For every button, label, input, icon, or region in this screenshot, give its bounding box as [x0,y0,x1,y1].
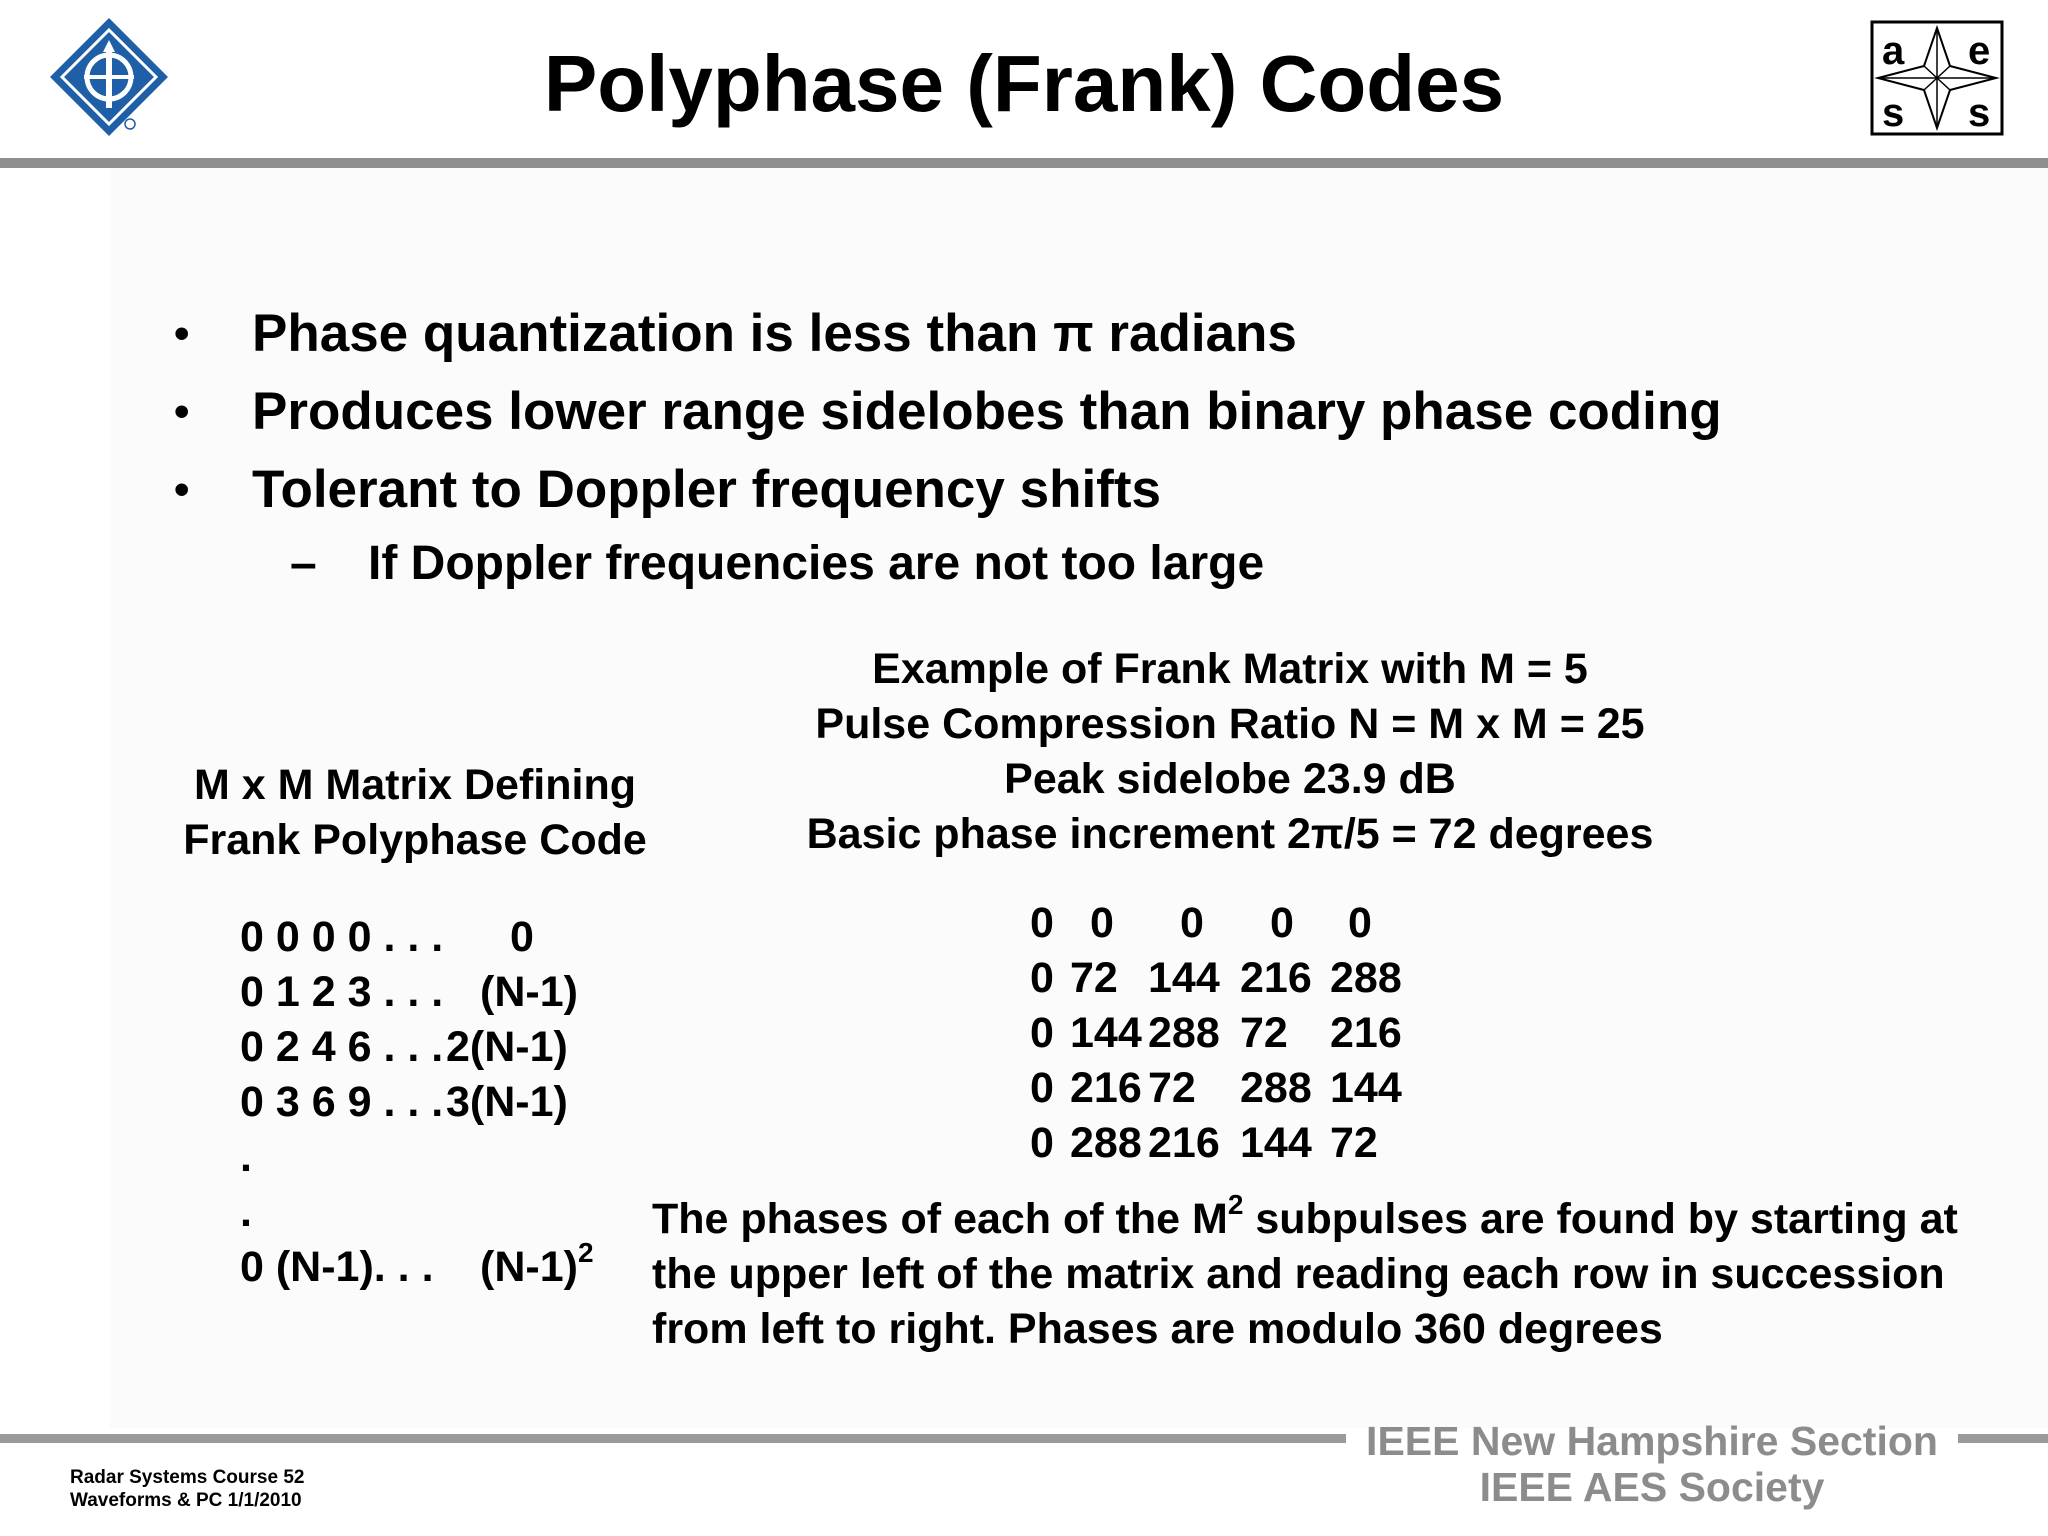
footer-organization [1346,1418,1958,1510]
example-matrix-cell: 0 [1030,1119,1054,1167]
bullet-text: Tolerant to Doppler frequency shifts [252,460,1161,519]
footer-course-line: Waveforms & PC 1/1/2010 [70,1490,302,1511]
example-matrix-cell: 216 [1240,954,1312,1002]
footer-divider-left [0,1434,1346,1443]
footer-course-line: Radar Systems Course 52 [70,1467,305,1488]
example-matrix-cell: 144 [1330,1064,1402,1112]
example-heading [720,642,1740,862]
matrix-row-ellipsis: . [240,1188,252,1236]
bullet-dot: • [174,309,190,358]
explanation-paragraph [652,1188,1992,1357]
example-matrix-cell: 144 [1240,1119,1312,1167]
example-matrix-cell: 144 [1148,954,1220,1002]
example-matrix-cell: 0 [1270,899,1294,947]
bullet-text: Produces lower range sidelobes than binary phase coding [252,382,1722,441]
example-matrix-cell: 0 [1030,899,1054,947]
header-divider [0,158,2048,168]
matrix-row-right-sup: 2 [577,1236,594,1268]
explanation-sup: 2 [1227,1188,1244,1220]
bullet-dot: • [174,465,190,514]
svg-text:e: e [1968,29,1991,73]
example-matrix-cell: 0 [1030,954,1054,1002]
matrix-row-left: 0 0 0 0 . . . [240,913,444,961]
example-matrix-cell: 0 [1180,899,1204,947]
bullet-dot: • [174,387,190,436]
example-matrix-cell: 72 [1240,1009,1288,1057]
matrix-row-right: 3(N-1) [446,1078,568,1126]
svg-text:a: a [1882,29,1905,73]
page-title: Polyphase (Frank) Codes [543,39,1505,128]
example-heading-line: Basic phase increment 2π/5 = 72 degrees [806,810,1654,858]
matrix-row-ellipsis: . [240,1133,252,1181]
matrix-row-right-base: (N-1) [480,1243,578,1291]
matrix-heading-line: Frank Polyphase Code [183,816,647,864]
example-matrix-cell: 72 [1330,1119,1378,1167]
example-matrix-cell: 288 [1148,1009,1220,1057]
matrix-row-right: (N-1) [480,968,578,1016]
example-matrix-cell: 0 [1030,1009,1054,1057]
explanation-text: The phases of each of the M [652,1195,1228,1243]
example-matrix-row [1030,1006,1450,1061]
example-matrix-cell: 216 [1148,1119,1220,1167]
matrix-row-right: 0 [510,913,534,961]
footer-course-info [70,1466,304,1512]
example-matrix-cell: 288 [1330,954,1402,1002]
example-matrix-cell: 288 [1070,1119,1142,1167]
example-matrix-cell: 144 [1070,1009,1142,1057]
matrix-row-left: 0 1 2 3 . . . [240,968,444,1016]
matrix-row-left: 0 2 4 6 . . . [240,1023,444,1071]
bullet-text: Phase quantization is less than π radians [252,304,1297,363]
example-matrix-row [1030,1116,1450,1171]
footer-org-line: IEEE AES Society [1479,1464,1825,1510]
sub-bullet-dash: – [290,537,317,590]
matrix-row-right: 2(N-1) [446,1023,568,1071]
example-matrix-cell: 72 [1148,1064,1196,1112]
matrix-row-right [480,1236,594,1295]
example-heading-line: Example of Frank Matrix with M = 5 [872,645,1588,693]
svg-text:s: s [1968,91,1991,135]
matrix-heading [150,758,680,868]
matrix-row-left: 0 3 6 9 . . . [240,1078,444,1126]
example-heading-line: Pulse Compression Ratio N = M x M = 25 [815,700,1645,748]
svg-text:s: s [1882,91,1905,135]
example-matrix-cell: 0 [1090,899,1114,947]
example-matrix-cell: 216 [1330,1009,1402,1057]
aess-logo [1870,20,2004,136]
example-matrix-cell: 288 [1240,1064,1312,1112]
explanation-text: subpulses are found by starting at the upper left of the matrix and reading each row in succession from left to right. Phases are modulo 360 degrees [652,1195,1958,1353]
example-matrix-cell: 72 [1070,954,1118,1002]
example-heading-line: Peak sidelobe 23.9 dB [1004,755,1456,803]
sub-bullet-text: If Doppler frequencies are not too large [368,537,1265,590]
footer-divider-right [1958,1434,2048,1443]
matrix-row-left: 0 (N-1). . . [240,1243,434,1291]
aess-star-icon [1870,20,2004,136]
example-matrix-cell: 216 [1070,1064,1142,1112]
example-matrix-cell: 0 [1030,1064,1054,1112]
example-frank-matrix [1030,896,1450,1171]
example-matrix-cell: 0 [1348,899,1372,947]
example-matrix-row [1030,1061,1450,1116]
example-matrix-row [1030,896,1450,951]
example-matrix-row [1030,951,1450,1006]
matrix-heading-line: M x M Matrix Defining [194,761,636,809]
footer-org-line: IEEE New Hampshire Section [1366,1418,1938,1464]
